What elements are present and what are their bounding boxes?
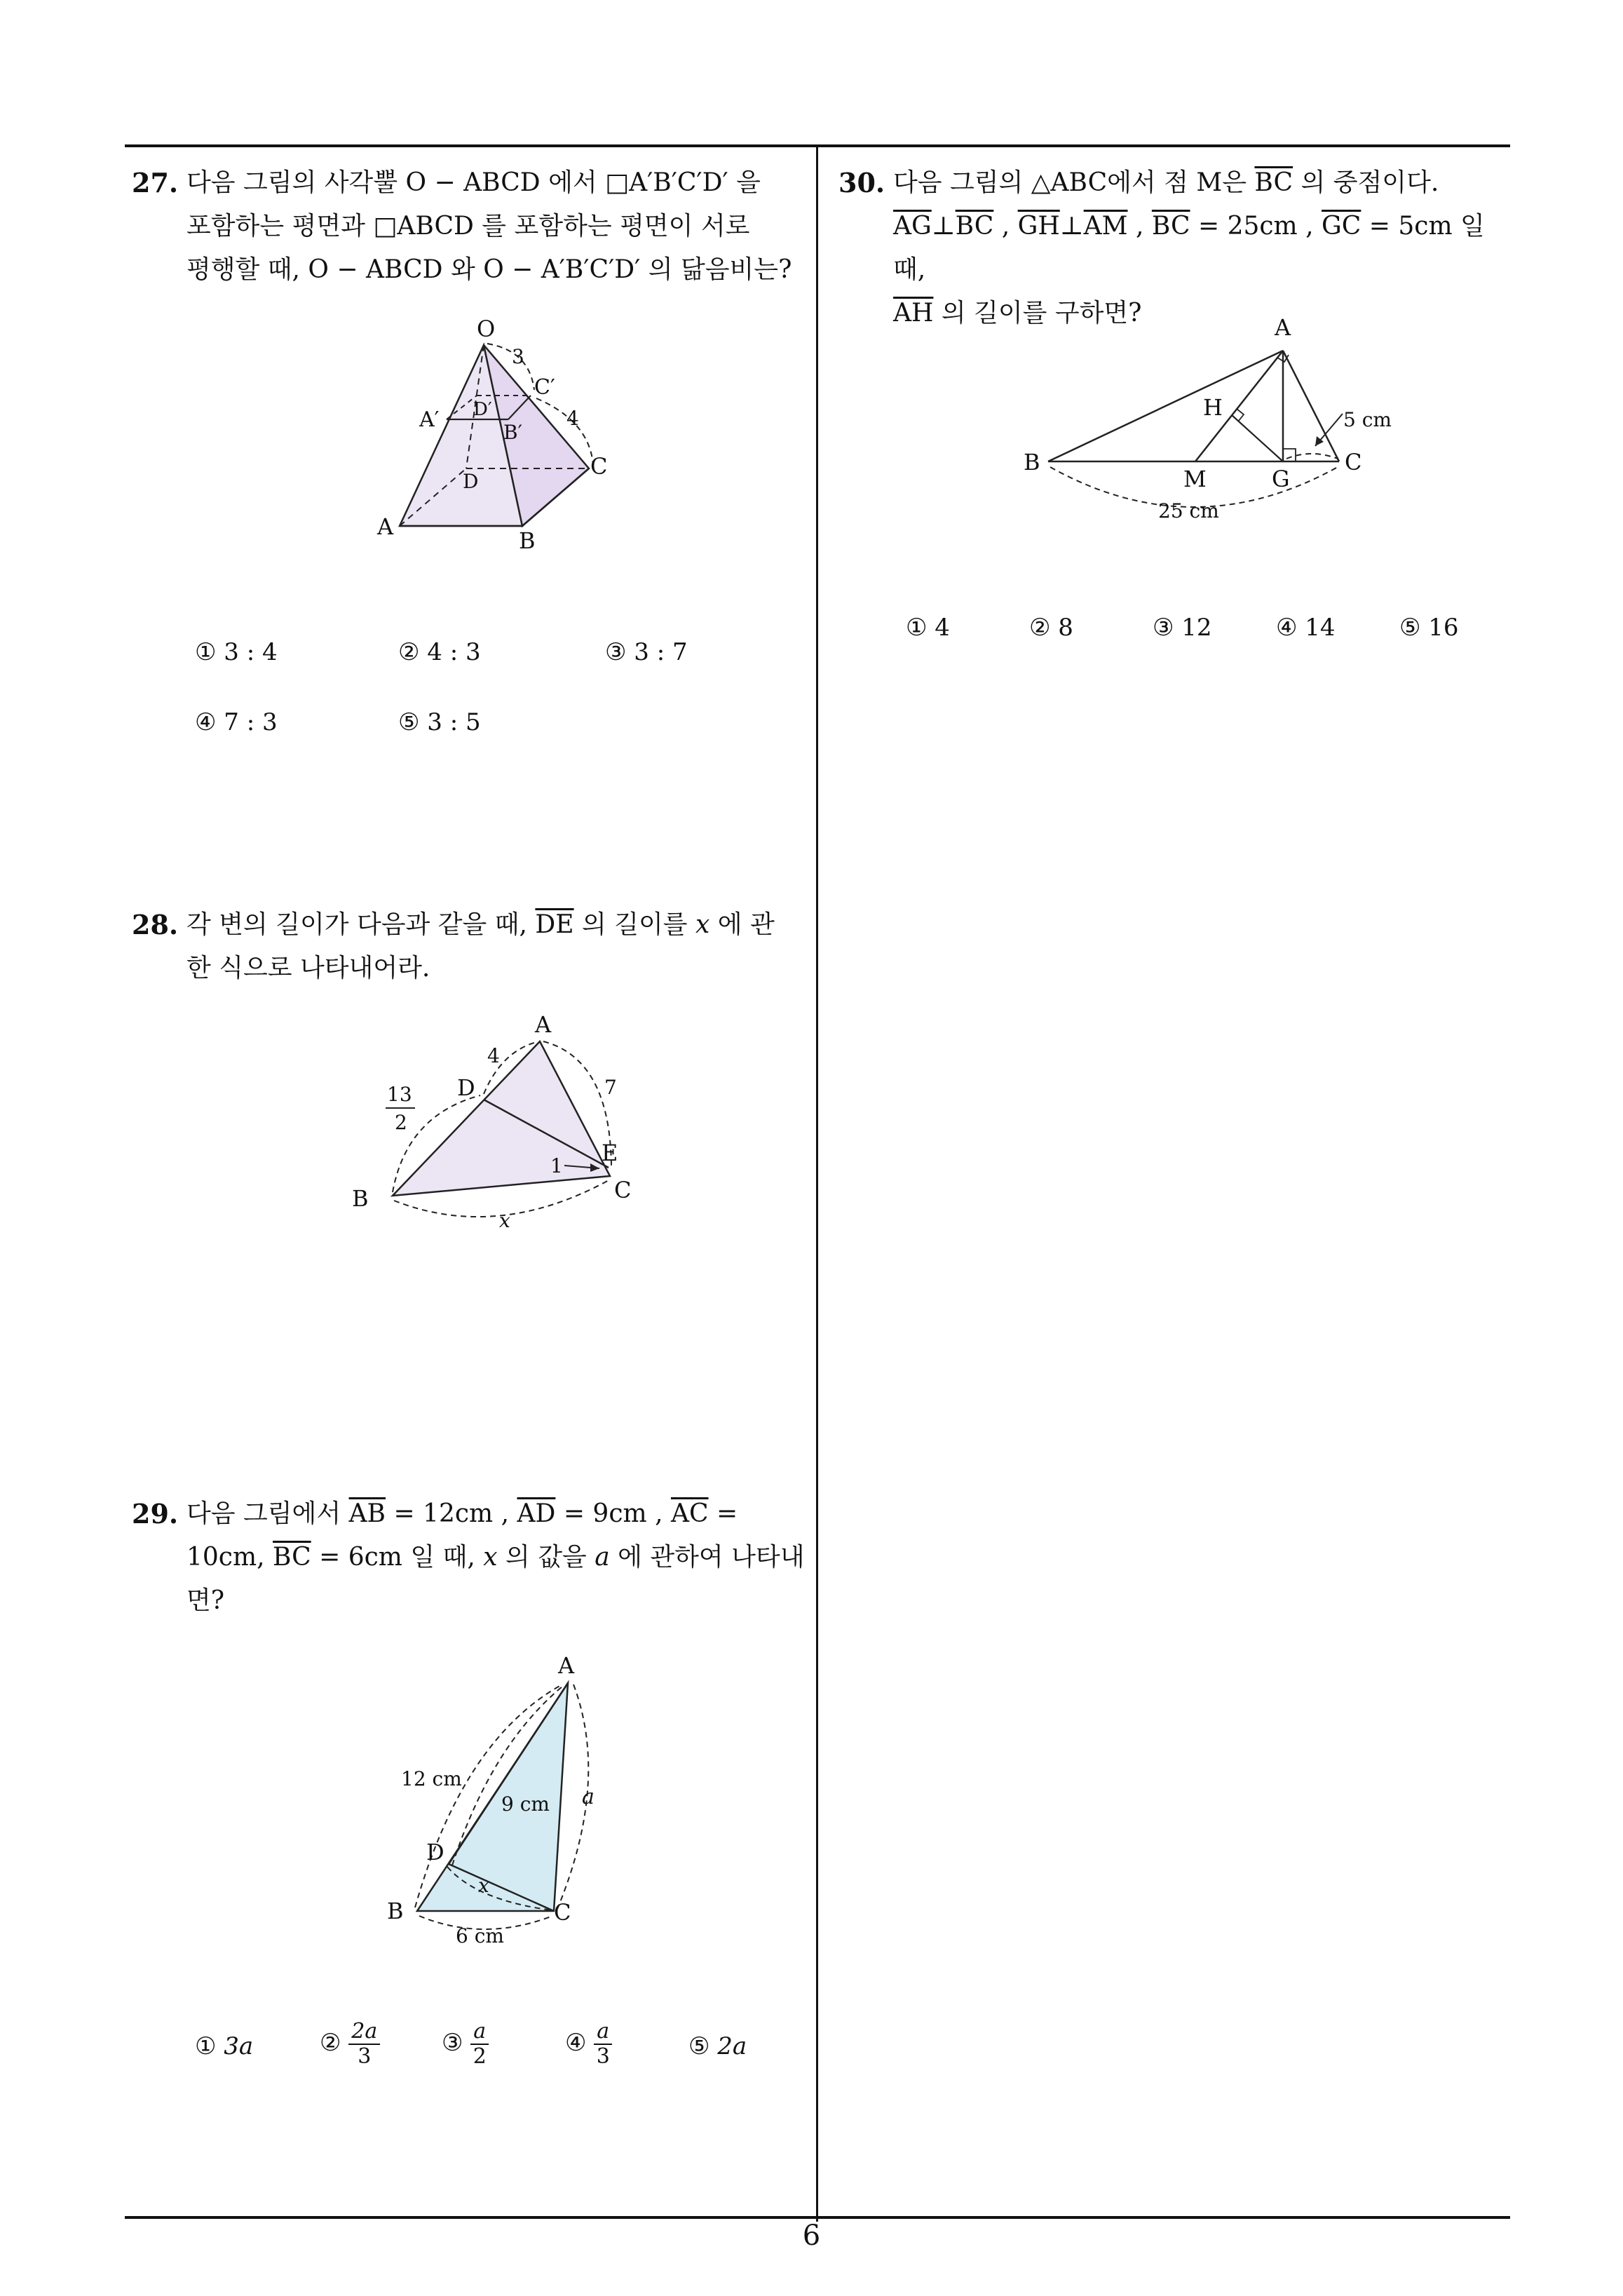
choice-3[interactable]: ③ 3 : 7 <box>605 638 688 666</box>
label-A-prime: A′ <box>419 407 440 432</box>
label-D: D <box>457 1074 475 1101</box>
choice-3[interactable]: ③ 12 <box>1153 614 1212 642</box>
label-4: 4 <box>566 407 579 430</box>
question-text: 다음 그림의 △ABC에서 점 M은 $\overline{BC}$ 의 중점이다. $\overline{AG}\perp\overline{BC}$ , $\overline{GH}\perp\overline{AM}$ , $\overline{BC} = 25cm$ , $\overline{GC} = 5cm$ 일 때, $\overline{AH}$ 의 길이를 구하면? <box>893 168 1485 327</box>
choice-1[interactable]: ① 3 : 4 <box>195 638 278 666</box>
figure-29-triangle <box>379 1641 631 1950</box>
label-12cm: 12 cm <box>401 1767 462 1790</box>
question-text: 다음 그림의 사각뿔 O − ABCD 에서 □A′B′C′D′ 을 포함하는 평면과 □ABCD 를 포함하는 평면이 서로 평행할 때, O − ABCD 와 O − A′B′C′D′ 의 닮음비는? <box>186 168 792 284</box>
label-9cm: 9 cm <box>501 1792 550 1816</box>
choice-2[interactable]: ② 8 <box>1029 614 1073 642</box>
choice-5[interactable]: ⑤ 3 : 5 <box>398 708 481 736</box>
label-C: C <box>614 1177 632 1203</box>
choice-5[interactable]: ⑤ 16 <box>1399 614 1459 642</box>
label-G: G <box>1272 466 1290 492</box>
choice-2[interactable]: ② 4 : 3 <box>398 638 481 666</box>
question-number: 27. <box>132 167 179 198</box>
question-27 <box>132 161 805 292</box>
label-5cm: 5 cm <box>1343 408 1392 431</box>
label-D: D <box>463 470 479 493</box>
figure-28-triangle <box>337 1003 673 1241</box>
label-E: E <box>602 1140 618 1166</box>
question-number: 28. <box>132 909 179 940</box>
choice-3[interactable]: ③ $\frac{a}{2}$ <box>442 2020 489 2069</box>
label-x: x <box>478 1874 489 1897</box>
label-B: B <box>1024 449 1040 475</box>
question-29 <box>132 1492 805 1623</box>
page-number: 6 <box>802 2220 821 2252</box>
label-H: H <box>1203 394 1223 421</box>
label-13: 13 <box>387 1083 412 1106</box>
choice-2[interactable]: ② $\frac{2a}{3}$ <box>320 2020 380 2069</box>
question-number: 29. <box>132 1498 179 1529</box>
label-C-prime: C′ <box>534 375 555 400</box>
question-number: 30. <box>838 167 885 198</box>
label-O: O <box>477 316 496 342</box>
label-x: x <box>499 1209 510 1232</box>
label-B-prime: B′ <box>503 421 522 444</box>
label-D: D <box>426 1839 444 1865</box>
question-text: 각 변의 길이가 다음과 같을 때, $\overline{DE}$ 의 길이를 x 에 관 한 식으로 나타내어라. <box>186 910 775 982</box>
label-7: 7 <box>604 1076 617 1099</box>
column-divider <box>816 144 818 2222</box>
label-D-prime: D′ <box>473 399 492 420</box>
figure-30-triangle <box>1010 309 1416 533</box>
choice-5[interactable]: ⑤ 2a <box>688 2032 747 2060</box>
label-3: 3 <box>512 345 524 368</box>
label-C: C <box>590 453 608 480</box>
segment-DE: $\overline{DE}$ <box>535 910 574 939</box>
label-6cm: 6 cm <box>456 1924 504 1947</box>
choice-1[interactable]: ① 3a <box>195 2032 254 2060</box>
choice-1[interactable]: ① 4 <box>906 614 950 642</box>
question-28 <box>132 903 805 990</box>
label-A: A <box>377 513 394 540</box>
choice-4[interactable]: ④ $\frac{a}{3}$ <box>565 2020 612 2069</box>
label-B: B <box>519 527 536 554</box>
label-M: M <box>1183 466 1207 492</box>
bottom-rule <box>125 2216 1510 2219</box>
label-4: 4 <box>487 1044 500 1067</box>
label-2: 2 <box>395 1111 407 1134</box>
label-C: C <box>554 1899 571 1926</box>
label-B: B <box>387 1898 404 1924</box>
label-A: A <box>558 1652 575 1679</box>
label-A: A <box>535 1011 552 1038</box>
question-text: 다음 그림에서 $\overline{AB} = 12cm$ , $\overline{AD} = 9cm$ , $\overline{AC}$ = 10cm, $\overline{BC} = 6cm$ 일 때, x 의 값을 a 에 관하여 나타내 면? <box>186 1499 805 1615</box>
label-25cm: 25 cm <box>1158 499 1219 522</box>
choice-4[interactable]: ④ 14 <box>1276 614 1336 642</box>
choice-4[interactable]: ④ 7 : 3 <box>195 708 278 736</box>
label-A: A <box>1275 314 1291 341</box>
label-C: C <box>1345 449 1362 475</box>
label-a: a <box>582 1785 595 1809</box>
label-B: B <box>352 1185 369 1212</box>
figure-27-pyramid <box>365 316 645 554</box>
label-1: 1 <box>550 1154 563 1177</box>
